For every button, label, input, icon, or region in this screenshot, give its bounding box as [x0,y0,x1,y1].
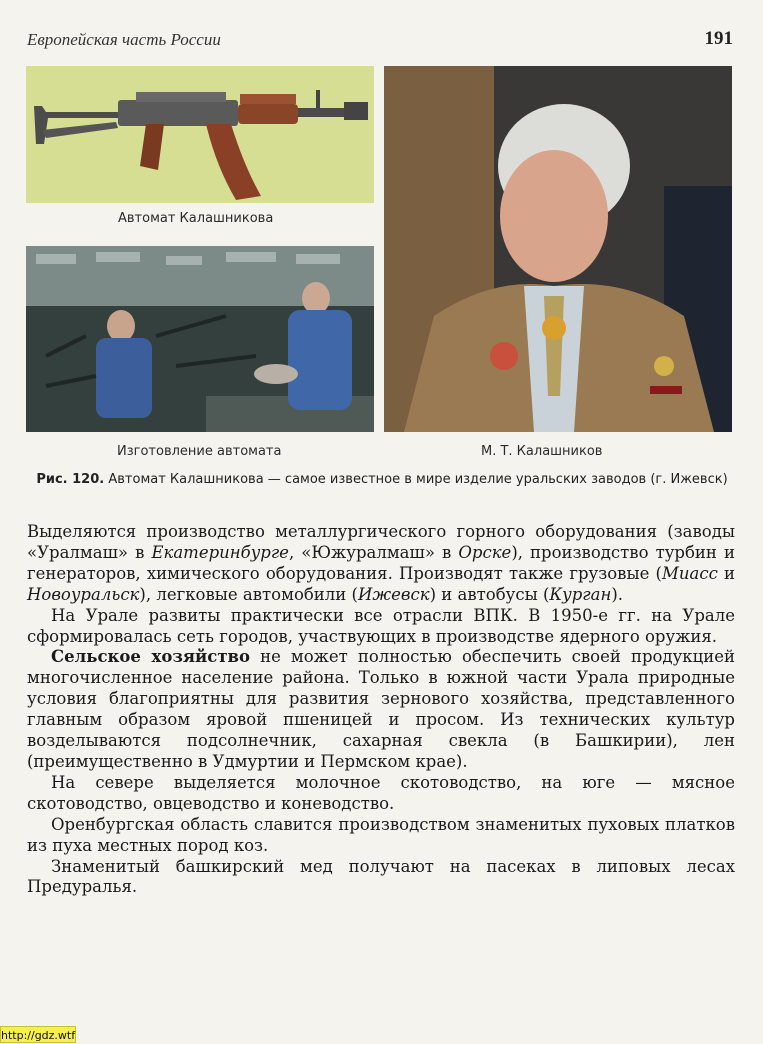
text-run: и [717,563,735,583]
portrait-illustration [384,66,732,432]
kalashnikov-rifle-photo [26,66,374,203]
city-name: Ижевск [357,584,430,604]
text-run: Выделяются производство металлургического горного оборудования (заводы «Уралмаш» в [27,522,735,562]
city-name: Новоуральск [27,584,140,604]
rifle-illustration [26,66,374,203]
text-run: ), легковые автомобили ( [139,584,358,604]
city-name: Миасс [661,563,718,583]
portrait-photo-caption: М. Т. Калашников [481,444,603,459]
figure-caption [30,470,734,489]
text-run: ). [611,584,624,604]
paragraph-livestock: На севере выделяется молочное скотоводство, на юге — мясное скотоводство, овцеводство и коневодство. [27,772,735,813]
paragraph-honey: Знаменитый башкирский мед получают на пасеках в липовых лесах Предуралья. [27,856,735,897]
rifle-photo-caption: Автомат Калашникова [118,211,274,226]
city-name: Екатеринбурге [151,542,289,562]
city-name: Курган [549,584,612,604]
text-run: не может полностью обеспечить своей продукцией многочисленное население района. Только в южной части Урала природные условия благоприятны для развития зернового хозяйства, представленного главным образом яровой пшеницей и просом. Из технических культур возделываются подсолнечник, сахарная свекла (в Башкирии), лен (преимущественно в Удмуртии и Пермском крае). [27,647,735,771]
figure-caption-text: Автомат Калашникова — самое известное в мире изделие уральских заводов (г. Ижевск) [108,472,728,487]
paragraph-orenburg: Оренбургская область славится производством знаменитых пуховых платков из пуха местных пород коз. [27,814,735,855]
factory-scene-illustration [26,246,374,432]
term-agriculture: Сельское хозяйство [51,647,251,667]
city-name: Орске [458,542,512,562]
source-link[interactable]: http://gdz.wtf [0,1026,76,1043]
text-run: , «Южуралмаш» в [288,542,459,562]
paragraph-defense: На Урале развиты практически все отрасли ВПК. В 1950-е гг. на Урале сформировалась сеть городов, участвующих в производстве ядерного оружия. [27,605,735,646]
factory-photo-caption: Изготовление автомата [117,444,282,459]
figure-label: Рис. 120. [36,472,105,487]
paragraph-industry [27,522,735,606]
rifle-factory-photo [26,246,374,432]
text-run: ) и автобусы ( [429,584,550,604]
text-run: ), производство турбин и генераторов, химического оборудования. Производят также грузовые ( [27,542,735,583]
page-number: 191 [704,28,733,49]
paragraph-agriculture [27,647,735,772]
running-header-title: Европейская часть России [27,30,221,49]
kalashnikov-portrait-photo [384,66,732,432]
main-text [27,522,735,898]
